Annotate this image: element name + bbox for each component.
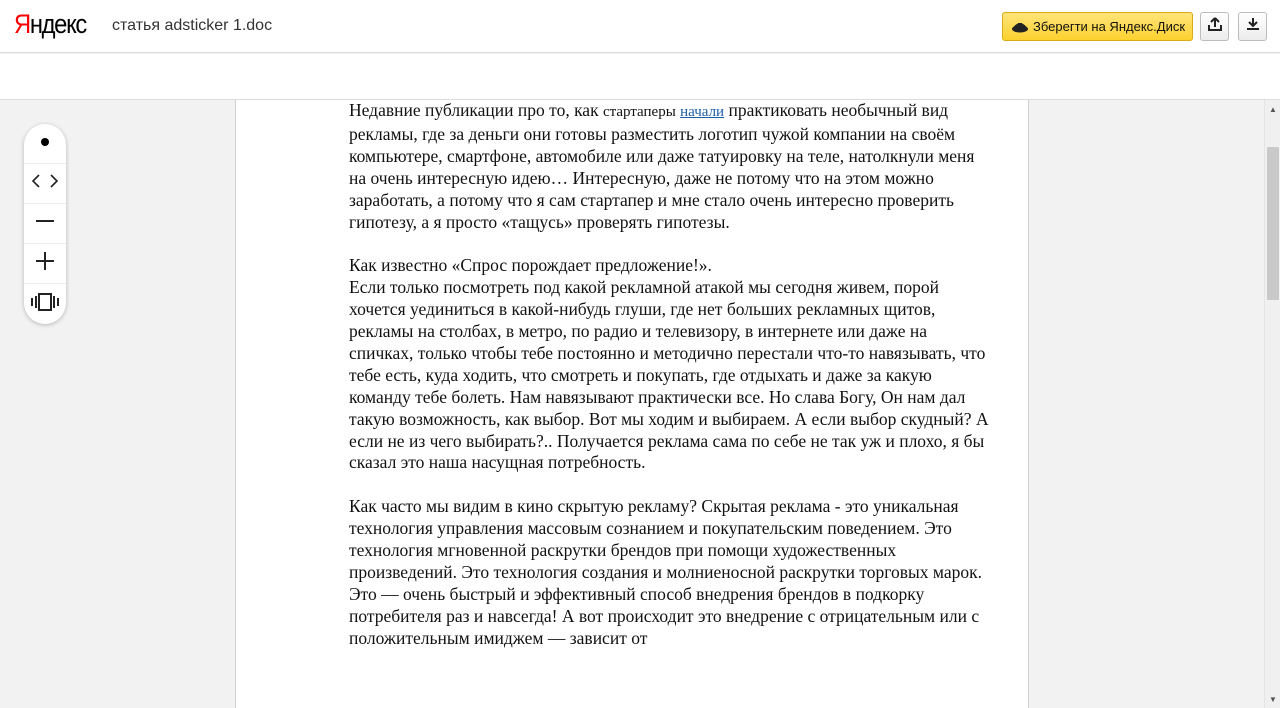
link-nachali[interactable]: начали [680, 104, 725, 120]
viewer-toolbar [0, 54, 1280, 100]
document-filename: статья adsticker 1.doc [112, 17, 273, 34]
zoom-in-icon [35, 251, 55, 276]
share-icon [1207, 16, 1223, 37]
dot-icon [39, 135, 51, 153]
download-button[interactable] [1238, 12, 1267, 41]
prev-next-icon [30, 173, 60, 194]
paragraph-3: Как часто мы видим в кино скрытую рекламу? Скрытая реклама - это уникальная технология управления массовым сознанием и покупательским поведением. Это технология мгновенной раскрутки брендов при помощи художественных произведений. Это технология создания и молниеносной раскрутки торговых марок. Это — очень быстрый и эффективный способ внедрения брендов в подкорку потребителя раз и навсегда! А вот происходит это внедрение с отрицательным или с положительным имиджем — зависит от [349, 496, 982, 648]
blank-line [349, 233, 989, 255]
save-to-disk-button[interactable] [1002, 12, 1193, 41]
zoom-out-button[interactable] [24, 204, 66, 244]
logo-rest: ндекс [29, 9, 86, 39]
prev-next-button[interactable] [24, 164, 66, 204]
zoom-in-button[interactable] [24, 244, 66, 284]
top-header [0, 0, 1280, 53]
para1-before: Недавние публикации про то, как [349, 100, 603, 120]
dot-button[interactable] [24, 124, 66, 164]
scroll-up-arrow-icon[interactable]: ▲ [1269, 104, 1277, 114]
document-page [235, 100, 1029, 708]
document-text [349, 100, 989, 650]
download-icon [1245, 16, 1261, 37]
vertical-scrollbar[interactable] [1264, 100, 1280, 708]
yandex-logo[interactable] [14, 9, 86, 39]
logo-first-letter: Я [14, 9, 30, 39]
zoom-out-icon [35, 211, 55, 236]
zoom-control-panel [24, 124, 66, 324]
blank-line [349, 474, 989, 496]
fit-page-icon [30, 292, 60, 317]
para1-after: практиковать необычный вид рекламы, где за деньги они готовы разместить логотип чужой компании на своём компьютере, смартфоне, автомобиле или даже татуировку на теле, натолкнули меня на очень интересную идею… Интересную, даже не потому что на этом можно заработать, а потому что я сам стартапер и мне стало очень интересно проверить гипотезу, а я просто «тащусь» проверять гипотезы. [349, 100, 975, 232]
fit-page-button[interactable] [24, 284, 66, 324]
paragraph-2-body: Если только посмотреть под какой рекламной атакой мы сегодня живем, порой хочется уединиться в какой-нибудь глуши, где нет больших рекламных щитов, рекламы на столбах, в метро, по радио и телевизору, в интернете или даже на спичках, только чтобы тебе постоянно и методично перестали что-то навязывать, что тебе есть, куда ходить, что смотреть и покупать, где отдыхать и даже за какую команду тебе болеть. Нам навязывают практически все. Но слава Богу, Он нам дал такую возможность, как выбор. Вот мы ходим и выбираем. А если выбор скудный? А если не из чего выбирать?.. Получается реклама сама по себе не так уж и плохо, я бы сказал это наша насущная потребность. [349, 277, 989, 473]
share-button[interactable] [1200, 12, 1229, 41]
scroll-down-arrow-icon[interactable]: ▼ [1269, 694, 1277, 704]
yandex-disk-icon [1011, 20, 1029, 34]
paragraph-2-title: Как известно «Спрос порождает предложение!». [349, 255, 712, 276]
save-to-disk-label: Зберегти на Яндекс.Диск [1033, 19, 1186, 34]
scroll-thumb[interactable] [1267, 147, 1279, 300]
para1-small: стартаперы [602, 104, 676, 120]
paragraph-1 [349, 100, 989, 233]
